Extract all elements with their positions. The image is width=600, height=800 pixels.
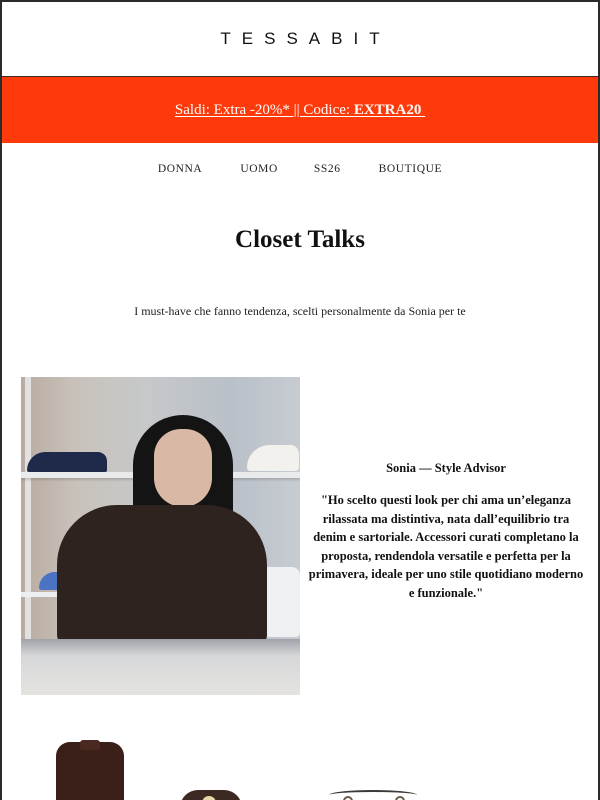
promo-code: EXTRA20 — [353, 101, 422, 118]
nav-item-ss26[interactable]: SS26 — [313, 163, 341, 175]
page-title: Closet Talks — [235, 226, 365, 253]
product-row — [2, 732, 600, 800]
earring-hoop — [343, 796, 353, 800]
product-image-earrings[interactable] — [329, 784, 419, 800]
brand-logo[interactable]: TESSABIT — [220, 29, 391, 48]
store-counter — [21, 639, 300, 695]
nav-item-boutique[interactable]: BOUTIQUE — [378, 163, 443, 175]
advisor-feature — [21, 377, 584, 697]
advisor-name: Sonia — Style Advisor — [386, 461, 506, 475]
nav-item-uomo[interactable]: UOMO — [240, 163, 278, 175]
person-jacket — [57, 505, 267, 645]
advisor-photo[interactable] — [21, 377, 300, 695]
page-subtitle: I must-have che fanno tendenza, scelti personalmente da Sonia per te — [134, 304, 466, 318]
store-pillar — [25, 377, 31, 657]
main-nav — [2, 163, 598, 179]
logo-bar — [2, 2, 598, 76]
sunglasses-lens — [202, 796, 216, 800]
dress-collar — [80, 740, 100, 750]
shoe-image — [27, 452, 107, 472]
product-image-dress[interactable] — [56, 742, 124, 800]
promo-link[interactable] — [175, 102, 425, 119]
promo-banner — [2, 76, 598, 143]
nav-item-donna[interactable]: DONNA — [157, 163, 203, 175]
person-face — [154, 429, 212, 507]
earring-hoop — [395, 796, 405, 800]
product-image-sunglasses[interactable] — [180, 790, 242, 800]
advisor-quote-column — [305, 461, 587, 602]
shoe-image — [247, 445, 299, 471]
advisor-quote: "Ho scelto questi look per chi ama un’eleganza rilassata ma distintiva, nata dall’equilibrio tra denim e sartoriale. Accessori curati completano la proposta, rendendola versatile e perfetta per la primavera, ideale per uno stile quotidiano moderno e funzionale." — [308, 493, 584, 600]
promo-text: Saldi: Extra -20%* || Codice: — [174, 101, 354, 118]
